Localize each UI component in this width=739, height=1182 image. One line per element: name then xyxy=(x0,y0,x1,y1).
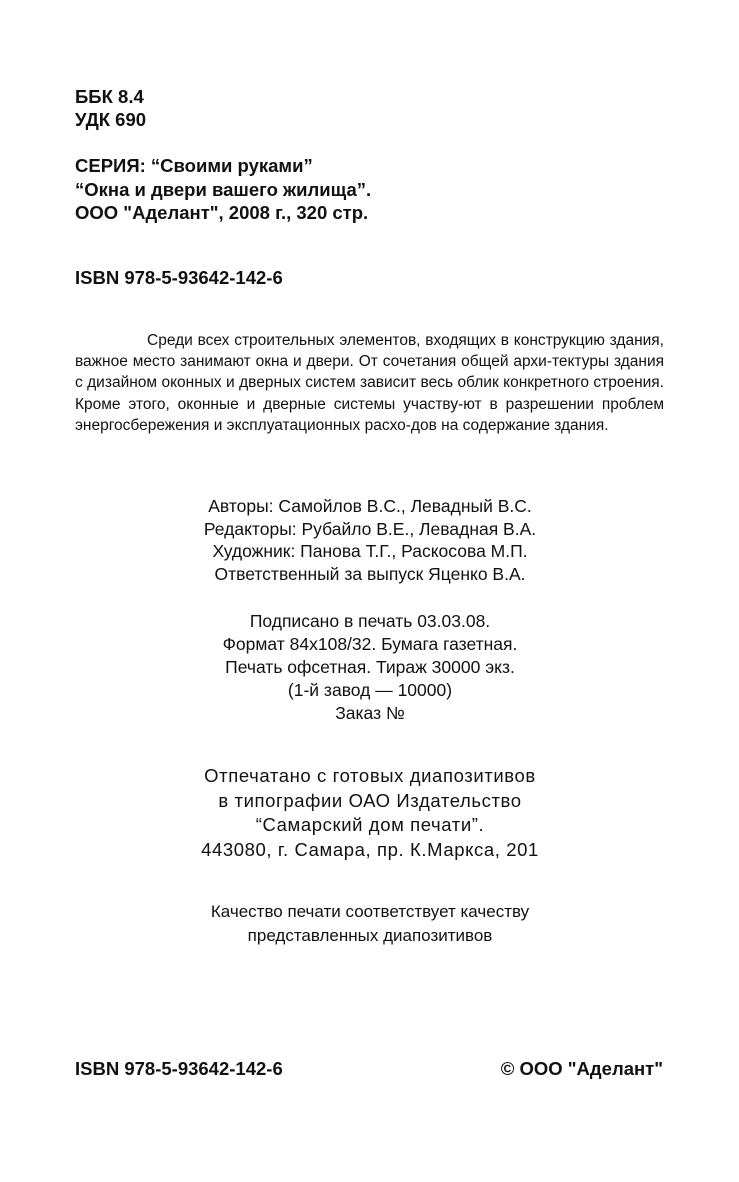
book-title-line: “Окна и двери вашего жилища”. xyxy=(75,178,372,200)
series-info xyxy=(75,154,371,225)
quality-line-2: представленных диапозитивов xyxy=(247,925,493,945)
print-run: Печать офсетная. Тираж 30000 экз. xyxy=(225,657,515,677)
bbk-code: ББК 8.4 xyxy=(75,86,144,107)
printer-info xyxy=(120,764,620,862)
isbn-top: ISBN 978-5-93642-142-6 xyxy=(75,267,283,288)
printer-line-2: в типографии ОАО Издательство xyxy=(218,789,522,811)
first-batch: (1-й завод — 10000) xyxy=(287,680,453,700)
credit-editors: Редакторы: Рубайло В.Е., Левадная В.А. xyxy=(203,518,537,539)
classification-codes xyxy=(75,85,146,131)
series-line: СЕРИЯ: “Своими руками” xyxy=(75,155,313,176)
credit-responsible: Ответственный за выпуск Яценко В.А. xyxy=(214,563,526,584)
credit-authors: Авторы: Самойлов В.С., Левадный В.С. xyxy=(208,496,532,516)
credit-artists: Художник: Панова Т.Г., Раскосова М.П. xyxy=(212,541,528,561)
printer-line-1: Отпечатано с готовых диапозитивов xyxy=(204,765,536,786)
print-quality-note xyxy=(120,900,620,947)
signed-to-print: Подписано в печать 03.03.08. xyxy=(249,611,491,631)
copyright: © ООО "Аделант" xyxy=(500,1058,663,1079)
abstract xyxy=(75,330,664,436)
udk-code: УДК 690 xyxy=(75,109,147,130)
print-info xyxy=(120,610,620,725)
publisher-line: ООО "Аделант", 2008 г., 320 стр. xyxy=(75,202,369,223)
quality-line-1: Качество печати соответствует качеству xyxy=(210,902,530,921)
printer-address: 443080, г. Самара, пр. К.Маркса, 201 xyxy=(201,838,539,860)
credits xyxy=(120,495,620,585)
order-number: Заказ № xyxy=(335,703,405,723)
printer-line-3: “Самарский дом печати”. xyxy=(255,814,485,835)
abstract-text: Среди всех строительных элементов, входящих в конструкцию здания, важное место занимают окна и двери. От сочетания общей архи-тектуры здания с дизайном оконных и дверных систем зависит весь облик конкретного строения. Кроме этого, оконные и дверные системы участву-ют в разрешении проблем энергосбережения и эксплуатационных расхо-дов на содержание здания. xyxy=(75,332,664,434)
format-paper: Формат 84х108/32. Бумага газетная. xyxy=(222,634,518,654)
isbn-bottom: ISBN 978-5-93642-142-6 xyxy=(75,1058,283,1079)
